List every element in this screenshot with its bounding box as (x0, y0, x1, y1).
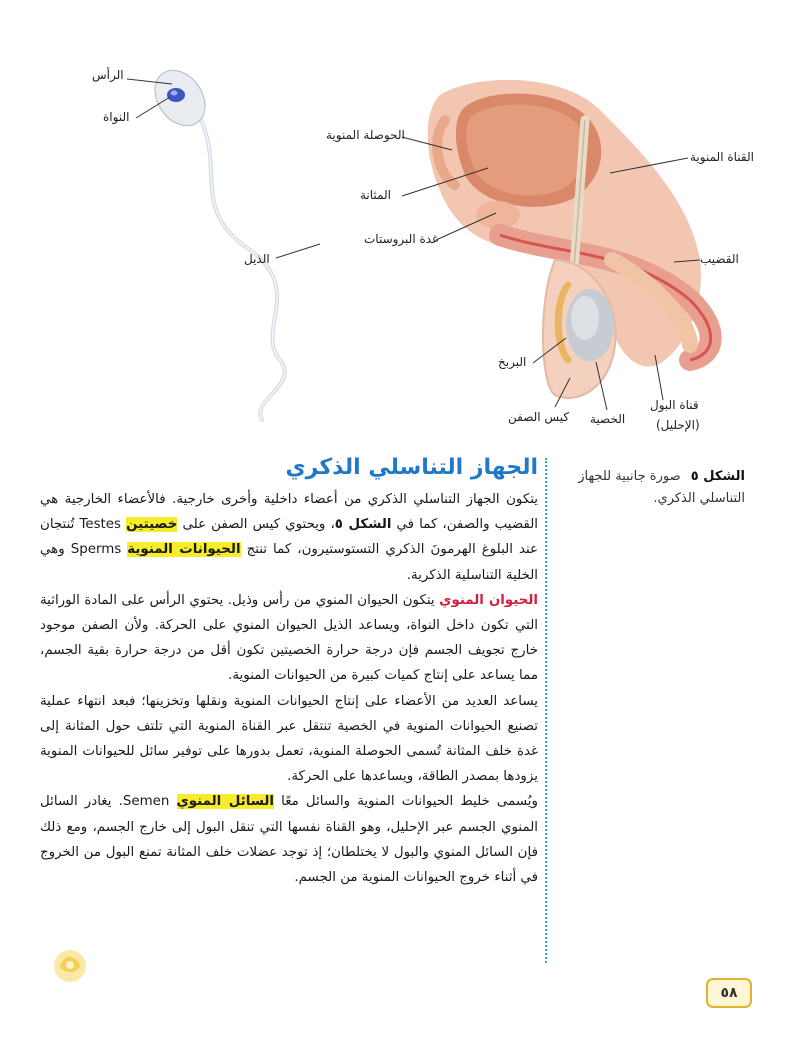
paragraph-2: الحيوان المنوي يتكون الحيوان المنوي من رأس وذيل. يحتوي الرأس على المادة الوراثية التي تكون داخل النواة، ويساعد الذيل الحيوان المنوي على الحركة. ولأن الصفن موجود خارج تجويف الجسم فإن درجة حرارة الخصيتين تكون أقل من درجة حرارة بقية الجسم، مما يساعد على إنتاج كميات كبيرة من الحيوانات المنوية. (40, 592, 538, 684)
label-testis: الخصية (590, 412, 626, 426)
label-prostate: غدة البروستات (364, 232, 439, 246)
paragraph-4: ويُسمى خليط الحيوانات المنوية والسائل معًا السائل المنوي Semen. يغادر السائل المنوي الجسم عبر الإحليل، وهو القناة نفسها التي تنقل البول إلى خارج الجسم، ومع ذلك فإن السائل المنوي والبول لا يختلطان؛ إذ توجد عضلات خلف المثانة تمنع البول من الخروج في أثناء خروج الحيوانات المنوية من الجسم. (40, 794, 538, 886)
sperm-illustration (145, 61, 285, 420)
label-vas-deferens: القناة المنوية (690, 150, 754, 164)
paragraph-3: يساعد العديد من الأعضاء على إنتاج الحيوانات المنوية ونقلها وتخزينها؛ فبعد انتهاء عملية تصنيع الحيوانات المنوية في الخصية تنتقل عبر القناة المنوية التي تلتف حول المثانة إلى غدة خلف المثانة تُسمى الحوصلة المنوية، تعمل بدورها على توفير سائل للحيوانات المنوية يزودها بمصدر الطاقة، ويساعدها على الحركة. (40, 693, 538, 785)
figure-illustration (0, 0, 800, 445)
label-seminal-vesicle: الحوصلة المنوية (326, 128, 405, 142)
figure-caption-text: صورة جانبية للجهاز التناسلي الذكري. (578, 469, 745, 506)
label-scrotum: كيس الصفن (508, 410, 570, 424)
reproductive-figure (0, 0, 800, 445)
label-urethra-2: (الإحليل) (656, 418, 700, 432)
term-sperms: الحيوانات المنوية (127, 542, 241, 558)
label-tail: الذيل (244, 252, 270, 266)
anatomy-illustration (428, 80, 711, 398)
label-urethra-1: قناة البول (650, 398, 699, 412)
figure-reference: الشكل ٥ (334, 517, 392, 533)
label-epididymis: البربخ (498, 355, 527, 369)
paragraph-1: يتكون الجهاز التناسلي الذكري من أعضاء داخلية وأخرى خارجية. فالأعضاء الخارجية هي القضيب والصفن، كما في الشكل ٥، ويحتوي كيس الصفن على خصيتين Testes تُنتجان عند البلوغ الهرمونَ الذكري التستوستيرون، كما تنتج الحيوانات المنوية Sperms وهي الخلية التناسلية الذكرية. (40, 492, 539, 583)
body-text (40, 487, 538, 890)
column-divider (545, 458, 547, 963)
label-penis: القضيب (700, 252, 739, 266)
term-testes: خصيتين (126, 517, 178, 533)
term-sperm-cell: الحيوان المنوي (439, 592, 538, 608)
label-head: الرأس (92, 68, 124, 82)
label-bladder: المثانة (360, 188, 391, 202)
label-nucleus: النواة (103, 110, 130, 124)
page-number: ٥٨ (706, 978, 752, 1008)
term-semen: السائل المنوي (176, 794, 274, 810)
section-title: الجهاز التناسلي الذكري (285, 455, 538, 480)
figure-number: الشكل ٥ (690, 469, 745, 484)
figure-caption (560, 466, 745, 510)
publisher-logo-icon (52, 944, 88, 988)
